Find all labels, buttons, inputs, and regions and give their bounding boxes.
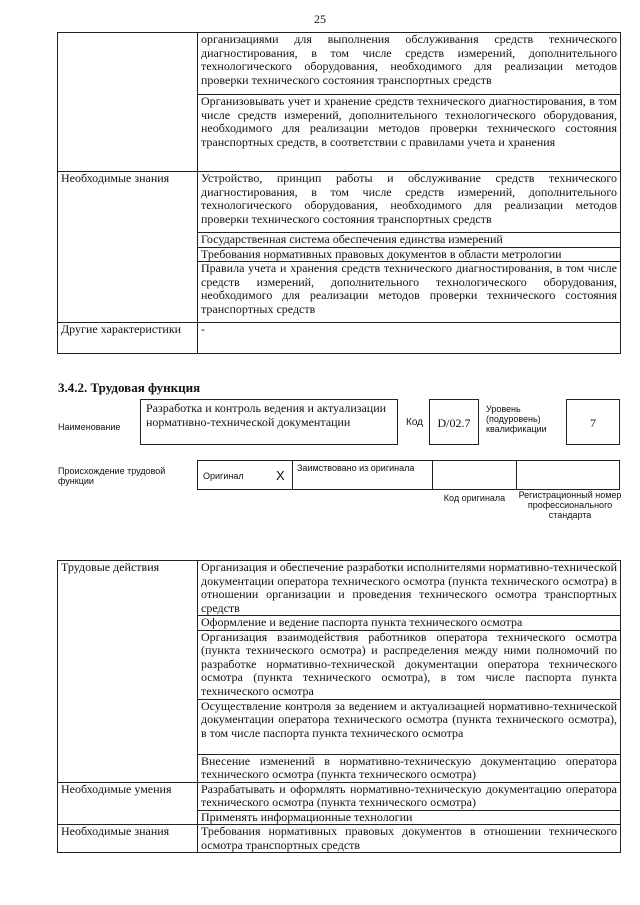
row-text: организациями для выполнения обслуживания средств технического диагностирования, в том числе средств измерений, дополнительного технологического оборудования, необходимого для реализации методов проверки технического состояния транспортных средств [198, 33, 621, 95]
borrowed-label: Заимствовано из оригинала [297, 463, 415, 473]
table-row [58, 323, 621, 354]
name-label: Наименование [58, 422, 121, 432]
row-label-knowledge: Необходимые знания [58, 825, 198, 853]
row-text: - [198, 323, 621, 354]
row-text: Требования нормативных правовых документов в области метрологии [198, 247, 621, 262]
origin-label: Происхождение трудовой функции [58, 466, 166, 486]
original-cell [197, 460, 293, 490]
row-text: Правила учета и хранения средств технического диагностирования, в том числе средств измерений, дополнительного технологического оборудования, необходимого для реализации методов проверки технического состояния транспортных средств [198, 262, 621, 323]
row-text: Организовывать учет и хранение средств технического диагностирования, в том числе средств измерений, дополнительного технологического оборудования, необходимого для реализации методов проверки технического состояния транспортных средств, в соответствии с правилами учета и хранения [198, 95, 621, 172]
registration-caption: Регистрационный номер профессионального стандарта [518, 490, 622, 520]
row-text: Устройство, принцип работы и обслуживание средств технического диагностирования, в том числе средств измерений, дополнительного технологического оборудования, необходимого для реализации методов проверки технического состояния транспортных средств [198, 172, 621, 233]
row-text: Организация и обеспечение разработки исполнителями нормативно-технической документации оператора технического осмотра (пункта технического осмотра) в отношении организации и проведения технического осмотра транспортных средств [198, 561, 621, 616]
original-code-cell [432, 460, 517, 490]
code-label: Код [406, 417, 424, 428]
row-label [58, 33, 198, 172]
original-code-caption: Код оригинала [443, 493, 506, 503]
level-label: Уровень (подуровень) квалификации [486, 404, 547, 434]
row-text: Организация взаимодействия работников оператора технического осмотра (пункта технического осмотра) и распределения между ними полномочий по разработке нормативно-технической документации оператора технического осмотра (пункта технического осмотра), в том числе паспорта пункта технического осмотра [198, 630, 621, 699]
row-label-other: Другие характеристики [58, 323, 198, 354]
row-text: Разрабатывать и оформлять нормативно-техническую документацию оператора технического осмотра (пункта технического осмотра) [198, 782, 621, 810]
page-number: 25 [314, 12, 326, 26]
level-box: 7 [566, 399, 620, 445]
row-text: Требования нормативных правовых документов в отношении технического осмотра транспортных средств [198, 825, 621, 853]
row-text: Оформление и ведение паспорта пункта технического осмотра [198, 616, 621, 631]
labor-function-table [57, 560, 621, 853]
row-text: Внесение изменений в нормативно-техническую документацию оператора технического осмотра (пункта технического осмотра) [198, 754, 621, 782]
original-mark: X [276, 468, 285, 483]
function-name-box: Разработка и контроль ведения и актуализации нормативно-технической документации [140, 399, 398, 445]
row-label-actions: Трудовые действия [58, 561, 198, 783]
original-label: Оригинал [203, 471, 244, 481]
row-text: Государственная система обеспечения единства измерений [198, 233, 621, 248]
row-label-skills: Необходимые умения [58, 782, 198, 825]
row-text: Применять информационные технологии [198, 810, 621, 825]
top-competency-table [57, 32, 621, 354]
table-row [58, 782, 621, 810]
table-row [58, 561, 621, 616]
registration-number-cell [516, 460, 620, 490]
table-row [58, 172, 621, 233]
table-row [58, 33, 621, 95]
borrowed-cell [292, 460, 433, 490]
table-row [58, 825, 621, 853]
function-code-box: D/02.7 [429, 399, 479, 445]
row-text: Осуществление контроля за ведением и актуализацией нормативно-технической документации оператора технического осмотра (пункта технического осмотра), в том числе паспорта пункта технического осмотра [198, 699, 621, 754]
section-title: 3.4.2. Трудовая функция [58, 380, 201, 395]
row-label-knowledge: Необходимые знания [58, 172, 198, 323]
